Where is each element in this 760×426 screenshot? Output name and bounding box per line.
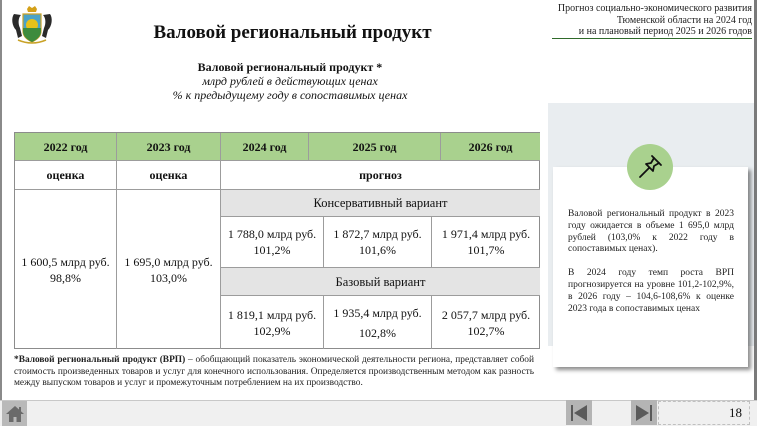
conservative-2024-value: 1 788,0 млрд руб.: [227, 227, 317, 241]
footnote-text: – обобщающий показатель экономической деятельности региона, представляет собой стоимость произведенных товаров и услуг для конечного использования. Определяется производственным методом как разность между выпуском товаров и услуг и промежуточным потреблением на их производство.: [14, 355, 534, 388]
summary-paragraph-2: В 2024 году темп роста ВРП прогнозируется на уровне 101,2-102,9%, в 2026 году – 104,6-108,6% к оценке 2023 года в сопоставимых ценах: [568, 268, 734, 314]
skip-back-icon: [568, 403, 590, 423]
home-icon: [5, 405, 25, 423]
conservative-2024-pct: 101,2%: [253, 243, 291, 257]
status-2022: оценка: [15, 161, 117, 190]
base-2026-cell: [432, 296, 540, 349]
conservative-2026-pct: 101,7%: [467, 243, 505, 257]
conservative-2025-pct: 101,6%: [358, 243, 396, 257]
header-divider: [552, 38, 752, 39]
skip-forward-icon: [633, 403, 655, 423]
conservative-2025-value: 1 872,7 млрд руб.: [333, 227, 422, 241]
conservative-2025-cell: [324, 217, 432, 268]
right-frame-border: [754, 0, 757, 400]
conservative-2024-cell: [221, 217, 324, 268]
subtitle-heading: Валовой региональный продукт *: [197, 60, 383, 74]
estimate-2023-pct: 103,0%: [149, 270, 187, 285]
page-title: Валовой региональный продукт: [153, 22, 432, 43]
page-number: 18: [658, 401, 750, 425]
home-button[interactable]: [2, 401, 27, 426]
estimate-2022-value: 1 600,5 млрд руб.: [21, 254, 110, 269]
conservative-2026-cell: [432, 217, 540, 268]
subtitle-percent-note: % к предыдущему году в сопоставимых ценах: [172, 88, 408, 102]
subtitle-units: млрд рублей в действующих ценах: [202, 74, 378, 88]
base-2025-value: 1 935,4 млрд руб.: [333, 305, 422, 320]
year-header-2024: 2024 год: [221, 133, 309, 161]
year-header-2025: 2025 год: [309, 133, 441, 161]
left-frame-border: [0, 0, 2, 400]
grp-table: [14, 132, 540, 349]
base-variant-label: Базовый вариант: [221, 268, 540, 296]
header-info-line-1: Прогноз социально-экономического развития: [557, 3, 752, 14]
header-info-line-3: и на плановый период 2025 и 2026 годов: [578, 26, 752, 37]
pushpin-icon: [627, 144, 673, 190]
first-page-button[interactable]: [566, 400, 592, 425]
estimate-2022-cell: [15, 190, 117, 349]
status-forecast: прогноз: [221, 161, 540, 190]
base-2025-cell: [324, 296, 432, 349]
estimate-2023-value: 1 695,0 млрд руб.: [124, 254, 213, 269]
estimate-2022-pct: 98,8%: [49, 270, 81, 285]
conservative-2026-value: 1 971,4 млрд руб.: [441, 227, 531, 241]
summary-card-text: [568, 209, 734, 315]
table-subtitle: [140, 60, 440, 102]
base-2026-pct: 102,7%: [467, 323, 505, 338]
footnote-term: *Валовой региональный продукт (ВРП): [14, 355, 186, 365]
base-2026-value: 2 057,7 млрд руб.: [441, 307, 531, 322]
header-info-line-2: Тюменской области на 2024 год: [616, 14, 752, 26]
year-header-2022: 2022 год: [15, 133, 117, 161]
year-header-2026: 2026 год: [441, 133, 540, 161]
coat-of-arms-icon: [8, 4, 56, 46]
estimate-2023-cell: [117, 190, 221, 349]
footnote: [14, 355, 534, 390]
summary-paragraph-1: Валовой региональный продукт в 2023 году ожидается в объеме 1 695,0 млрд рублей (103,0% к 2022 году в сопоставимых ценах).: [568, 209, 734, 255]
base-2024-value: 1 819,1 млрд руб.: [227, 307, 317, 322]
last-page-button[interactable]: [631, 400, 657, 425]
base-2025-pct: 102,8%: [358, 325, 396, 340]
document-header-info: [548, 3, 752, 38]
year-header-2023: 2023 год: [117, 133, 221, 161]
status-2023: оценка: [117, 161, 221, 190]
base-2024-pct: 102,9%: [253, 323, 291, 338]
base-2024-cell: [221, 296, 324, 349]
conservative-variant-label: Консервативный вариант: [221, 190, 540, 217]
